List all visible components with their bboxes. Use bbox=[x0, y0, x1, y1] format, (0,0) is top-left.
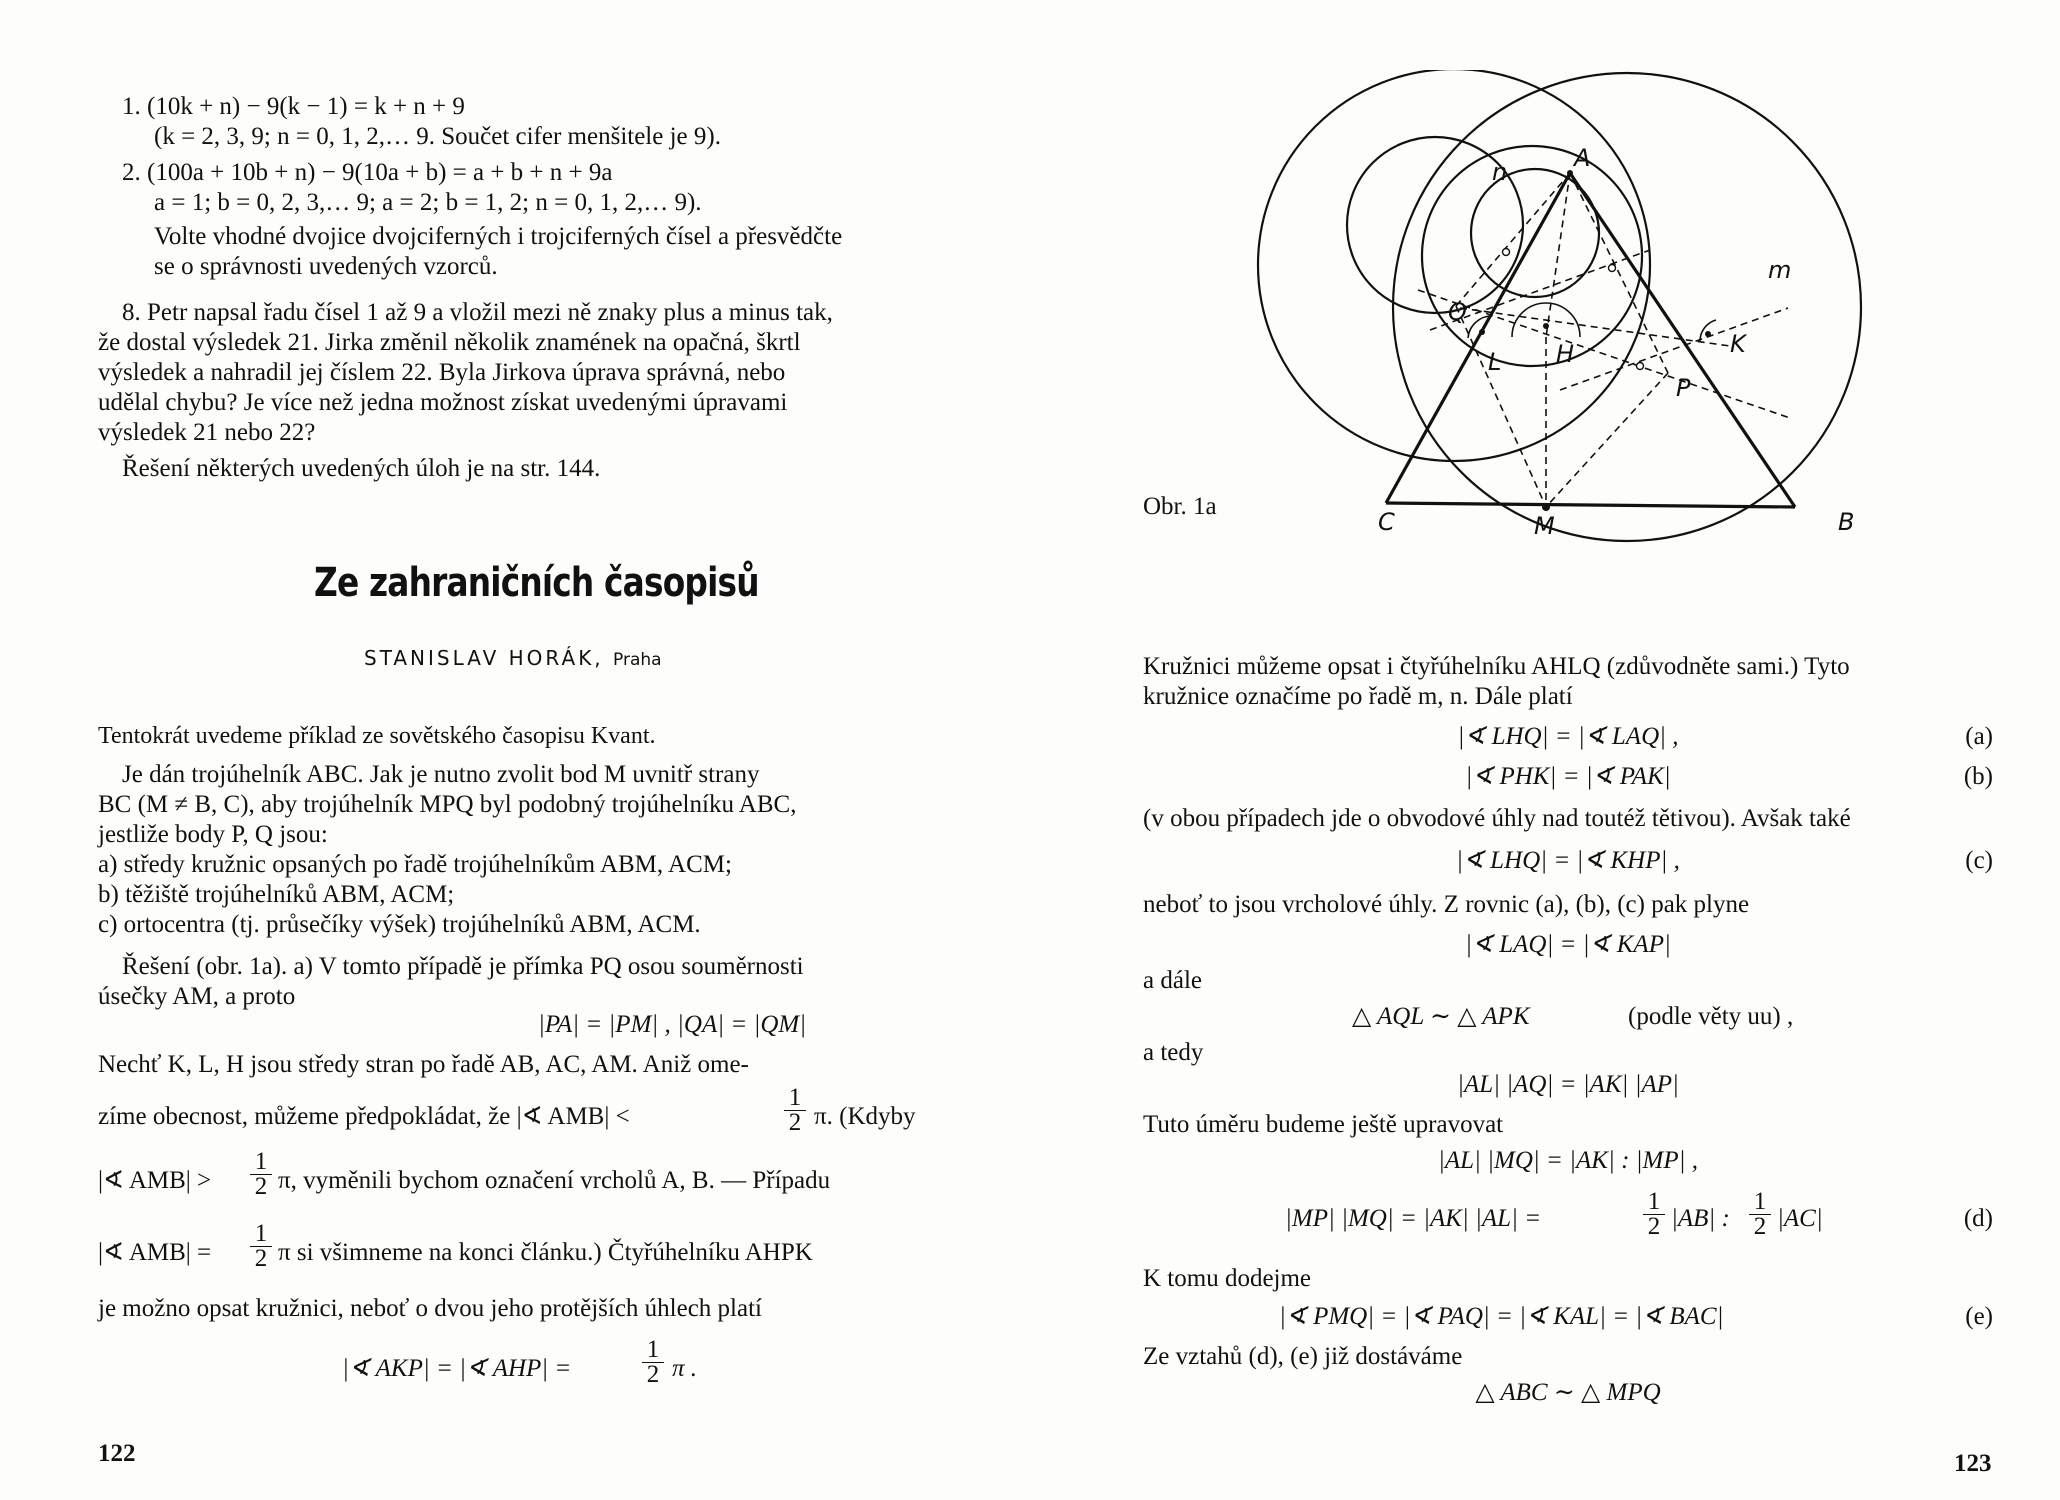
fraction-half-d2 bbox=[1749, 1190, 1771, 1239]
equation-d-part-1: |MP| |MQ| = |AK| |AL| = bbox=[1285, 1205, 1542, 1232]
formula-2-note: a = 1; b = 0, 2, 3,… 9; a = 2; b = 1, 2; n = 0, 1, 2,… 9). bbox=[154, 189, 702, 216]
numerator: 1 bbox=[1749, 1190, 1771, 1215]
line-midpoints: Nechť K, L, H jsou středy stran po řadě AB, AC, AM. Aniž ome- bbox=[98, 1051, 749, 1078]
equation-d-label: (d) bbox=[1963, 1205, 1993, 1232]
line-assumption-end: π. (Kdyby bbox=[814, 1103, 916, 1130]
label-m-circle: m bbox=[1768, 256, 1792, 284]
line-lk bbox=[1460, 308, 1730, 346]
problem-option-b: b) těžiště trojúhelníků ABM, ACM; bbox=[98, 881, 455, 908]
equation-akp-pi: π . bbox=[672, 1355, 698, 1382]
problem-8-line-4: udělal chybu? Je více než jedna možnost získat uvedenými úpravami bbox=[98, 389, 788, 416]
equation-e-row bbox=[1143, 1302, 1993, 1332]
fraction-half-4 bbox=[642, 1338, 664, 1387]
dot-l bbox=[1479, 329, 1485, 335]
equation-al-aq: |AL| |AQ| = |AK| |AP| bbox=[1457, 1071, 1679, 1098]
formula-hint-2: se o správnosti uvedených vzorců. bbox=[154, 253, 498, 280]
paragraph-5: a dále bbox=[1143, 967, 1202, 994]
problem-line-1: Je dán trojúhelník ABC. Jak je nutno zvolit bod M uvnitř strany bbox=[122, 761, 760, 788]
point-a bbox=[1567, 170, 1573, 176]
equation-akp-ahp: |∢ AKP| = |∢ AHP| = bbox=[342, 1355, 572, 1382]
page-number-left: 122 bbox=[98, 1440, 136, 1467]
label-b: B bbox=[1838, 508, 1855, 536]
dot-h bbox=[1543, 323, 1549, 329]
problem-8-line-1: 8. Petr napsal řadu čísel 1 až 9 a vložil mezi ně znaky plus a minus tak, bbox=[122, 299, 833, 326]
paragraph-9: Ze vztahů (d), (e) již dostáváme bbox=[1143, 1343, 1463, 1370]
line-case-b: π si všimneme na konci článku.) Čtyřúhelníku AHPK bbox=[278, 1239, 813, 1266]
line-otherwise-b: π, vyměnili bychom označení vrcholů A, B. — Případu bbox=[278, 1167, 831, 1194]
equation-al-mq: |AL| |MQ| = |AK| : |MP| , bbox=[1437, 1147, 1699, 1174]
line-assumption: zíme obecnost, můžeme předpokládat, že |∢ AMB| < bbox=[98, 1103, 630, 1130]
equation-similar-1: △ AQL ∼ △ APK bbox=[1352, 1003, 1530, 1030]
equation-d-part-2: |AB| : bbox=[1671, 1205, 1730, 1232]
paragraph-7: Tuto úměru budeme ještě upravovat bbox=[1143, 1111, 1504, 1138]
circle-m bbox=[1422, 146, 1642, 366]
problem-8-line-2: že dostal výsledek 21. Jirka změnil několik znamének na opačná, škrtl bbox=[98, 329, 801, 356]
problem-option-a: a) středy kružnic opsaných po řadě trojúhelníkům ABM, ACM; bbox=[98, 851, 732, 878]
equation-e: |∢ PMQ| = |∢ PAQ| = |∢ KAL| = |∢ BAC| bbox=[1279, 1303, 1724, 1330]
paragraph-4: neboť to jsou vrcholové úhly. Z rovnic (a), (b), (c) pak plyne bbox=[1143, 891, 1750, 918]
denominator: 2 bbox=[254, 1173, 268, 1200]
equation-a: |∢ LHQ| = |∢ LAQ| , bbox=[1457, 723, 1679, 750]
problem-8-line-5: výsledek 21 nebo 22? bbox=[98, 419, 316, 446]
label-c: C bbox=[1378, 508, 1395, 536]
solution-line-1: Řešení (obr. 1a). a) V tomto případě je přímka PQ osou souměrnosti bbox=[122, 953, 804, 980]
dot-k bbox=[1705, 331, 1711, 337]
formula-1: 1. (10k + n) − 9(k − 1) = k + n + 9 bbox=[122, 93, 465, 120]
equation-d-row bbox=[1143, 1190, 1993, 1250]
intro-line: Tentokrát uvedeme příklad ze sovětského časopisu Kvant. bbox=[98, 723, 656, 749]
formula-1-note: (k = 2, 3, 9; n = 0, 1, 2,… 9. Součet cifer menšitele je 9). bbox=[154, 123, 721, 150]
numerator: 1 bbox=[250, 1150, 272, 1175]
fraction-half-1 bbox=[784, 1086, 806, 1135]
equation-e-label: (e) bbox=[1965, 1303, 1993, 1330]
label-q: Q bbox=[1448, 298, 1467, 326]
side-ac bbox=[1386, 173, 1570, 503]
label-m: M bbox=[1534, 512, 1555, 540]
equation-b-label: (b) bbox=[1963, 763, 1993, 790]
small-circle-marker-1 bbox=[1503, 249, 1510, 256]
denominator: 2 bbox=[254, 1245, 268, 1272]
formula-hint-1: Volte vhodné dvojice dvojciferných i trojciferných čísel a přesvědčte bbox=[154, 223, 843, 250]
numerator: 1 bbox=[250, 1222, 272, 1247]
segment-qm bbox=[1456, 306, 1546, 507]
fraction-half-2 bbox=[250, 1150, 272, 1199]
fraction-half-3 bbox=[250, 1222, 272, 1271]
line-case-a: |∢ AMB| = bbox=[98, 1239, 212, 1266]
equation-b-row bbox=[1143, 762, 1993, 792]
denominator: 2 bbox=[788, 1109, 802, 1136]
equation-b: |∢ PHK| = |∢ PAK| bbox=[1465, 763, 1671, 790]
author-name: STANISLAV HORÁK, bbox=[364, 646, 604, 670]
segment-pm bbox=[1546, 373, 1668, 507]
paragraph-3: (v obou případech jde o obvodové úhly nad toutéž tětivou). Avšak také bbox=[1143, 805, 1851, 832]
denominator: 2 bbox=[646, 1361, 660, 1388]
solution-line-2: úsečky AM, a proto bbox=[98, 983, 296, 1010]
numerator: 1 bbox=[642, 1338, 664, 1363]
figure-caption: Obr. 1a bbox=[1143, 493, 1217, 520]
solutions-note: Řešení některých uvedených úloh je na str. 144. bbox=[122, 455, 601, 482]
author-city: Praha bbox=[613, 650, 662, 670]
paragraph-1: Kružnici můžeme opsat i čtyřúhelníku AHLQ (zdůvodněte sami.) Tyto bbox=[1143, 653, 1850, 680]
equation-similar-note: (podle věty uu) , bbox=[1628, 1003, 1794, 1030]
equation-c-row bbox=[1143, 846, 1993, 876]
label-k: K bbox=[1730, 330, 1746, 358]
line-circumscribe: je možno opsat kružnici, neboť o dvou jeho protějších úhlech platí bbox=[98, 1295, 762, 1322]
equation-d-part-3: |AC| bbox=[1777, 1205, 1823, 1232]
small-circle-marker-3 bbox=[1637, 363, 1644, 370]
formula-2: 2. (100a + 10b + n) − 9(10a + b) = a + b + n + 9a bbox=[122, 159, 613, 186]
problem-8-line-3: výsledek a nahradil jej číslem 22. Byla Jirkova úprava správná, nebo bbox=[98, 359, 786, 386]
paragraph-8: K tomu dodejme bbox=[1143, 1265, 1312, 1292]
paragraph-6: a tedy bbox=[1143, 1039, 1204, 1066]
label-h: H bbox=[1556, 340, 1575, 368]
equation-c: |∢ LHQ| = |∢ KHP| , bbox=[1456, 847, 1680, 874]
equation-laq-kap: |∢ LAQ| = |∢ KAP| bbox=[1465, 931, 1671, 958]
equation-a-label: (a) bbox=[1965, 723, 1993, 750]
point-m bbox=[1542, 503, 1550, 511]
author-line bbox=[364, 646, 662, 670]
problem-line-2: BC (M ≠ B, C), aby trojúhelník MPQ byl podobný trojúhelníku ABC, bbox=[98, 791, 797, 818]
small-circle-marker-2 bbox=[1609, 265, 1616, 272]
right-angle-mark-k bbox=[1700, 320, 1716, 342]
geometry-figure bbox=[1230, 70, 1870, 590]
numerator: 1 bbox=[784, 1086, 806, 1111]
denominator: 2 bbox=[1647, 1213, 1661, 1240]
label-a: A bbox=[1574, 144, 1591, 172]
label-l: L bbox=[1488, 348, 1502, 376]
line-otherwise-a: |∢ AMB| > bbox=[98, 1167, 212, 1194]
problem-line-3: jestliže body P, Q jsou: bbox=[98, 821, 328, 848]
side-bc bbox=[1386, 503, 1795, 507]
section-heading: Ze zahraničních časopisů bbox=[314, 560, 759, 606]
label-p: P bbox=[1676, 374, 1691, 402]
equation-final: △ ABC ∼ △ MPQ bbox=[1475, 1379, 1661, 1406]
paragraph-2: kružnice označíme po řadě m, n. Dále platí bbox=[1143, 683, 1573, 710]
equation-a-row bbox=[1143, 722, 1993, 752]
page-number-right: 123 bbox=[1954, 1450, 1992, 1477]
fraction-half-d1 bbox=[1643, 1190, 1665, 1239]
equation-c-label: (c) bbox=[1965, 847, 1993, 874]
numerator: 1 bbox=[1643, 1190, 1665, 1215]
problem-option-c: c) ortocentra (tj. průsečíky výšek) trojúhelníků ABM, ACM. bbox=[98, 911, 701, 938]
label-n-circle: n bbox=[1492, 158, 1508, 186]
denominator: 2 bbox=[1753, 1213, 1767, 1240]
equation-pa-pm: |PA| = |PM| , |QA| = |QM| bbox=[538, 1011, 807, 1038]
